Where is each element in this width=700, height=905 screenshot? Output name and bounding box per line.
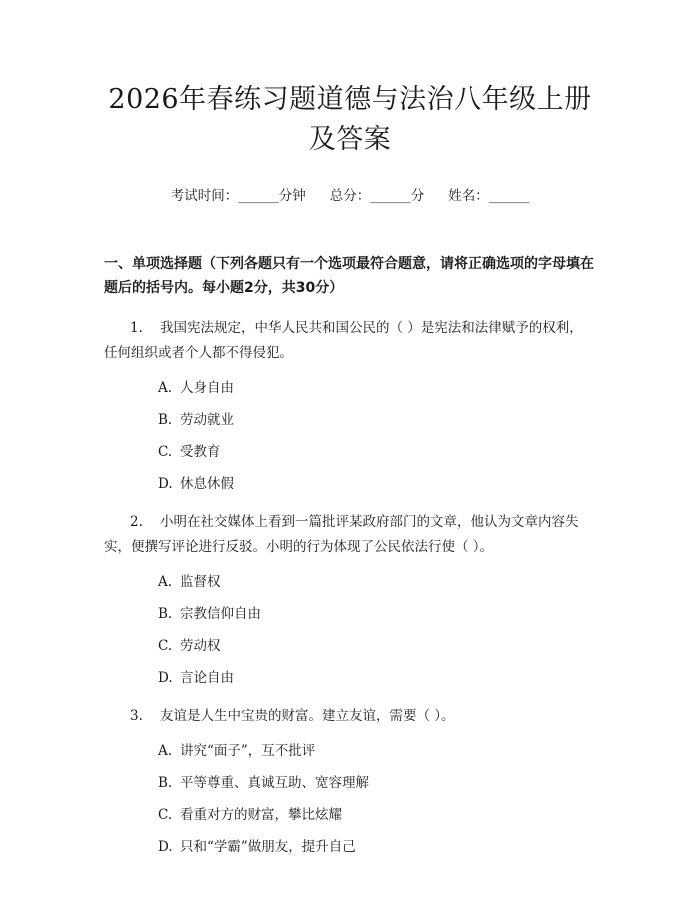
- option-text: 平等尊重、真诚互助、宽容理解: [180, 775, 369, 791]
- option-text: 监督权: [180, 574, 221, 590]
- option-text: 劳动权: [180, 638, 221, 654]
- option-b: [158, 410, 596, 430]
- option-d: [158, 668, 596, 688]
- option-a: [158, 378, 596, 398]
- question-2: [104, 510, 596, 560]
- option-d: [158, 837, 596, 857]
- option-text: 讲究“面子”，互不批评: [180, 743, 316, 759]
- option-letter: C.: [158, 444, 173, 460]
- option-a: [158, 572, 596, 592]
- option-text: 宗教信仰自由: [180, 606, 261, 622]
- option-letter: A.: [158, 574, 173, 590]
- option-a: [158, 741, 596, 761]
- option-letter: C.: [158, 807, 173, 823]
- document-title: 2026年春练习题道德与法治八年级上册及答案: [108, 84, 592, 155]
- option-letter: B.: [158, 412, 173, 428]
- option-text: 休息休假: [180, 476, 234, 492]
- question-text: 友谊是人生中宝贵的财富。建立友谊，需要（ ）。: [160, 708, 455, 724]
- option-b: [158, 773, 596, 793]
- option-letter: A.: [158, 380, 173, 396]
- option-c: [158, 636, 596, 656]
- option-text: 受教育: [180, 444, 221, 460]
- question-text: 小明在社交媒体上看到一篇批评某政府部门的文章，他认为文章内容失实，便撰写评论进行反驳。小明的行为体现了公民依法行使（ ）。: [104, 514, 579, 555]
- section-heading: 一、单项选择题（下列各题只有一个选项最符合题意，请将正确选项的字母填在题后的括号内。每小题2分，共30分）: [104, 256, 594, 296]
- question-1-options: [104, 378, 596, 494]
- question-number: 1.: [130, 320, 143, 336]
- option-c: [158, 805, 596, 825]
- question-1: [104, 316, 596, 366]
- question-number: 2.: [130, 514, 143, 530]
- exam-info-line: [104, 186, 596, 206]
- exam-time-label: 考试时间：______分钟: [170, 188, 306, 204]
- question-2-options: [104, 572, 596, 688]
- option-b: [158, 604, 596, 624]
- option-letter: D.: [158, 839, 173, 855]
- option-letter: D.: [158, 670, 173, 686]
- option-d: [158, 474, 596, 494]
- option-text: 人身自由: [180, 380, 234, 396]
- option-letter: B.: [158, 606, 173, 622]
- total-score-label: 总分：______分: [329, 188, 425, 204]
- question-number: 3.: [130, 708, 143, 724]
- option-text: 只和“学霸”做朋友，提升自己: [180, 839, 356, 855]
- option-letter: D.: [158, 476, 173, 492]
- option-text: 看重对方的财富，攀比炫耀: [180, 807, 342, 823]
- student-name-label: 姓名：______: [448, 188, 530, 204]
- option-letter: A.: [158, 743, 173, 759]
- option-text: 言论自由: [180, 670, 234, 686]
- option-text: 劳动就业: [180, 412, 234, 428]
- option-letter: C.: [158, 638, 173, 654]
- option-letter: B.: [158, 775, 173, 791]
- question-3-options: [104, 741, 596, 857]
- question-text: 我国宪法规定，中华人民共和国公民的（ ）是宪法和法律赋予的权利，任何组织或者个人都不得侵犯。: [104, 320, 583, 361]
- question-3: [104, 704, 596, 729]
- option-c: [158, 442, 596, 462]
